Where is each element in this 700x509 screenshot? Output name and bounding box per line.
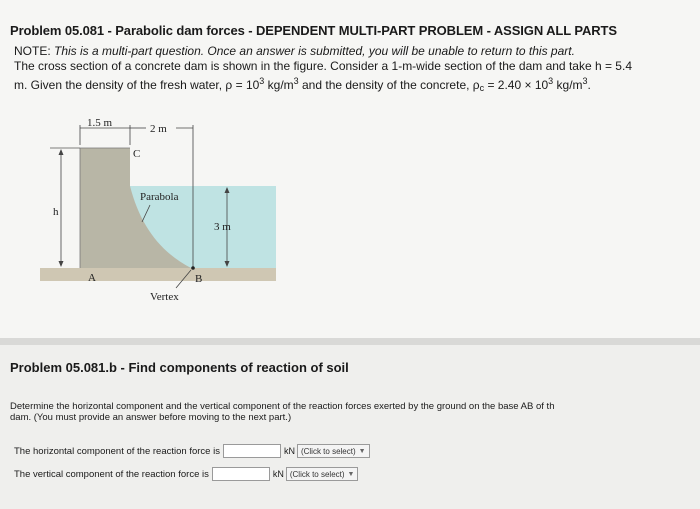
line3-f: . xyxy=(587,78,591,92)
line3-exp3: 3 xyxy=(548,76,554,86)
horizontal-unit: kN xyxy=(283,446,295,456)
ground-strip xyxy=(40,268,276,281)
horizontal-answer-row xyxy=(14,444,370,458)
chevron-down-icon: ▼ xyxy=(347,470,355,478)
label-point-b: B xyxy=(195,273,203,285)
problem-line-2: The cross section of a concrete dam is shown in the figure. Consider a 1-m-wide section of the dam and take h = 5.4 xyxy=(14,59,632,73)
part-b-title: Problem 05.081.b - Find components of reaction of soil xyxy=(10,360,349,375)
vertical-direction-select[interactable] xyxy=(286,467,359,481)
line3-sub: c xyxy=(479,83,485,93)
problem-title: Problem 05.081 - Parabolic dam forces - DEPENDENT MULTI-PART PROBLEM - ASSIGN ALL PARTS xyxy=(10,23,617,38)
horizontal-select-text: (Click to select) xyxy=(300,446,356,456)
line3-d: = 2.40 × 10 xyxy=(484,78,549,92)
vertical-answer-input[interactable] xyxy=(212,467,270,481)
section-divider xyxy=(0,338,700,345)
note-text: This is a multi-part question. Once an answer is submitted, you will be unable to return to this part. xyxy=(54,44,575,58)
part-b-desc-2: dam. (You must provide an answer before moving to the next part.) xyxy=(10,412,292,423)
label-point-a: A xyxy=(88,272,96,284)
chevron-down-icon: ▼ xyxy=(358,447,366,455)
label-1-5m: 1.5 m xyxy=(87,117,113,129)
line3-exp2: 3 xyxy=(293,76,299,86)
note-prefix: NOTE: xyxy=(14,44,55,58)
line3-exp1: 3 xyxy=(259,76,265,86)
vertical-answer-row xyxy=(14,467,358,481)
line3-exp4: 3 xyxy=(582,76,588,86)
vertical-select-text: (Click to select) xyxy=(289,469,345,479)
label-point-c: C xyxy=(133,148,141,160)
label-h: h xyxy=(53,206,59,218)
vertical-unit: kN xyxy=(272,469,284,479)
label-3m: 3 m xyxy=(214,221,231,233)
line3-e: kg/m xyxy=(553,78,583,92)
line3-b: kg/m xyxy=(264,78,294,92)
horizontal-label: The horizontal component of the reaction force is xyxy=(14,445,220,457)
line3-a: m. Given the density of the fresh water, ρ = 10 xyxy=(14,78,260,92)
part-b-desc-1: Determine the horizontal component and the vertical component of the reaction forces exerted by the ground on the base AB of th xyxy=(10,401,555,412)
label-2m: 2 m xyxy=(150,123,167,135)
label-vertex: Vertex xyxy=(150,291,179,303)
vertical-label: The vertical component of the reaction force is xyxy=(14,468,209,480)
horizontal-answer-input[interactable] xyxy=(223,444,281,458)
line3-c: and the density of the concrete, ρ xyxy=(298,78,480,92)
horizontal-direction-select[interactable] xyxy=(297,444,370,458)
label-parabola: Parabola xyxy=(140,191,179,203)
